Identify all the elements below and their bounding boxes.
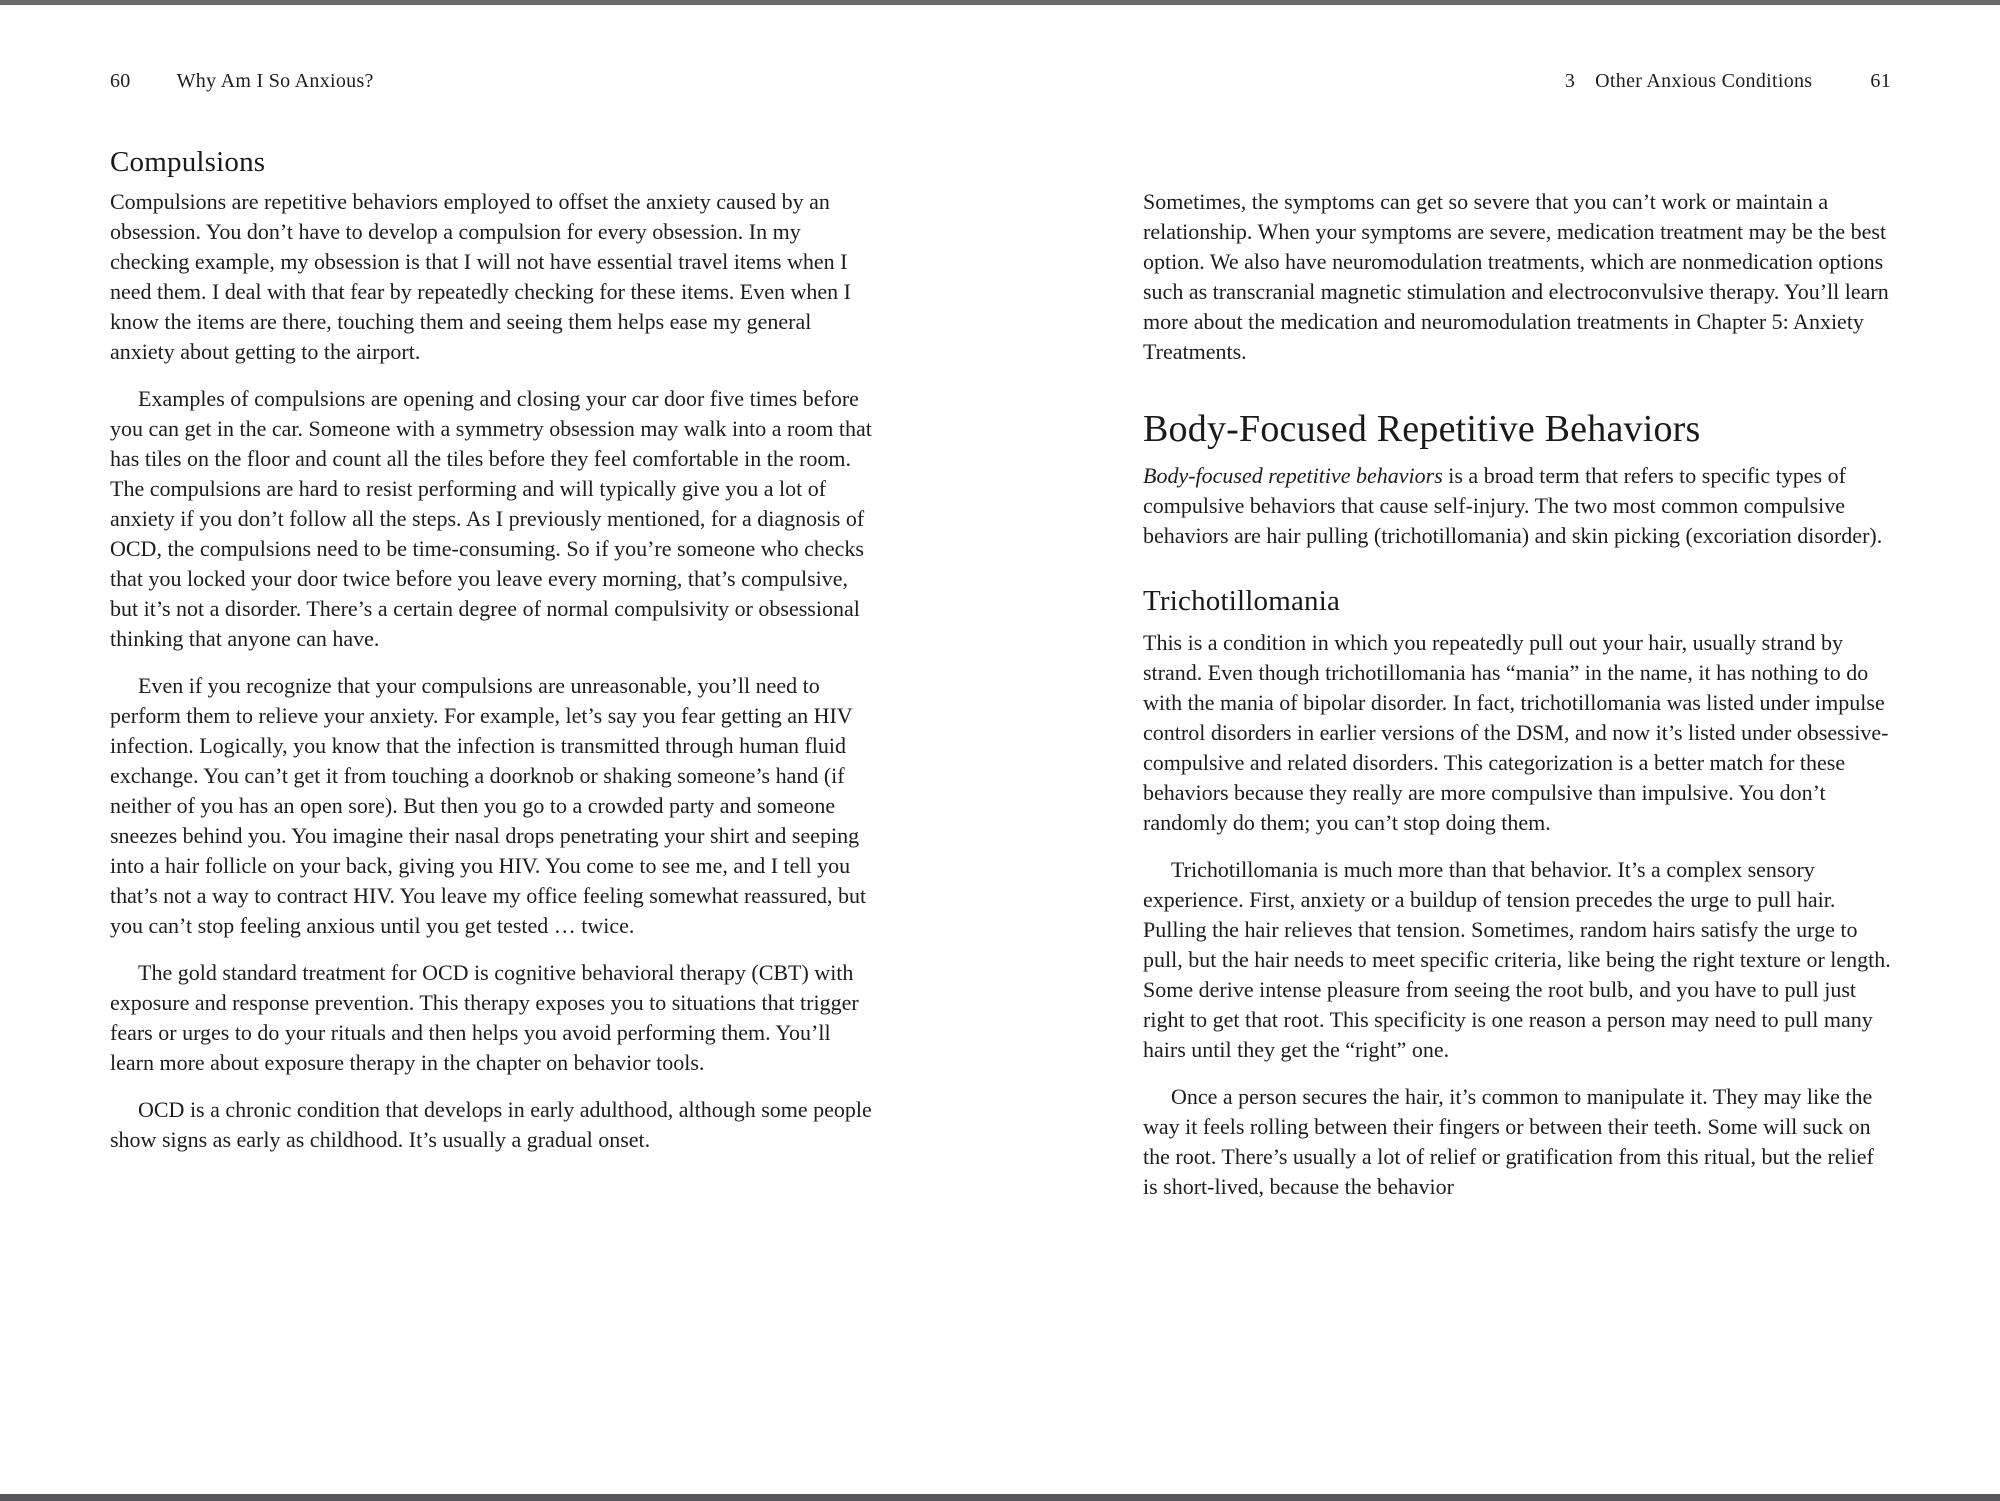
italic-term-bfrb: Body-focused repetitive behaviors	[1143, 463, 1443, 488]
paragraph-trich-3: Once a person secures the hair, it’s common to manipulate it. They may like the way it feels rolling between their fingers or between their teeth. Some will suck on the root. There’s usually a lot of relief or gratification from this ritual, but the relief is short-lived, because the behavior	[1143, 1084, 1874, 1199]
page-right	[1143, 70, 1891, 1219]
page-left	[110, 70, 880, 1172]
paragraph-trich-2: Trichotillomania is much more than that behavior. It’s a complex sensory experience. First, anxiety or a buildup of tension precedes the urge to pull hair. Pulling the hair relieves that tension. Sometimes, random hairs satisfy the urge to pull, but the hair needs to meet specific criteria, like being the right texture or length. Some derive intense pleasure from seeing the root bulb, and you have to pull just right to get that root. This specificity is one reason a person may need to pull many hairs until they get the “right” one.	[1143, 857, 1891, 1062]
paragraph-ocd-chronic: OCD is a chronic condition that develops in early adulthood, although some people show signs as early as childhood. It’s usually a gradual onset.	[110, 1097, 872, 1152]
running-title-left: Why Am I So Anxious?	[176, 70, 374, 92]
running-head-left	[110, 70, 880, 96]
paragraph-compulsions-1: Compulsions are repetitive behaviors employed to offset the anxiety caused by an obsession. You don’t have to develop a compulsion for every obsession. In my checking example, my obsession is that I will not have essential travel items when I need them. I deal with that fear by repeatedly checking for these items. Even when I know the items are there, touching them and seeing them helps ease my general anxiety about getting to the airport.	[110, 189, 851, 364]
paragraph-compulsions-3: Even if you recognize that your compulsions are unreasonable, you’ll need to perform them to relieve your anxiety. For example, let’s say you fear getting an HIV infection. Logically, you know that the infection is transmitted through human fluid exchange. You can’t get it from touching a doorknob or shaking someone’s hand (if neither of you has an open sore). But then you go to a crowded party and someone sneezes behind you. You imagine their nasal drops penetrating your shirt and seeping into a hair follicle on your back, giving you HIV. You come to see me, and I tell you that’s not a way to contract HIV. You leave my office feeling somewhat reassured, but you can’t stop feeling anxious until you get tested … twice.	[110, 673, 867, 938]
running-title-right: Other Anxious Conditions	[1595, 70, 1813, 92]
section-heading-bfrb: Body-Focused Repetitive Behaviors	[1143, 408, 1701, 450]
chapter-number: 3	[1564, 70, 1576, 92]
section-heading-compulsions: Compulsions	[110, 146, 266, 178]
paragraph-bfrb-definition	[1143, 461, 1891, 551]
paragraph-ocd-treatment: The gold standard treatment for OCD is cognitive behavioral therapy (CBT) with exposure and response prevention. This therapy exposes you to situations that trigger fears or urges to do your rituals and then helps you avoid performing them. You’ll learn more about exposure therapy in the chapter on behavior tools.	[110, 960, 859, 1075]
running-head-right	[1143, 70, 1891, 96]
paragraph-bfrb-definition-text: is a broad term that refers to specific types of compulsive behaviors that cause self-injury. The two most common compulsive behaviors are hair pulling (trichotillomania) and skin picking (excoriation disorder).	[1143, 463, 1883, 548]
paragraph-trich-1: This is a condition in which you repeatedly pull out your hair, usually strand by strand. Even though trichotillomania has “mania” in the name, it has nothing to do with the mania of bipolar disorder. In fact, trichotillomania was listed under impulse control disorders in earlier versions of the DSM, and now it’s listed under obsessive-compulsive and related disorders. This categorization is a better match for these behaviors because they really are more compulsive than impulsive. You don’t randomly do them; you can’t stop doing them.	[1143, 630, 1889, 835]
subsection-heading-trichotillomania: Trichotillomania	[1143, 585, 1341, 617]
paragraph-compulsions-2: Examples of compulsions are opening and closing your car door five times before you can get in the car. Someone with a symmetry obsession may walk into a room that has tiles on the floor and count all the tiles before they feel comfortable in the room. The compulsions are hard to resist performing and will typically give you a lot of anxiety if you don’t follow all the steps. As I previously mentioned, for a diagnosis of OCD, the compulsions need to be time-consuming. So if you’re someone who checks that you locked your door twice before you leave every morning, that’s compulsive, but it’s not a disorder. There’s a certain degree of normal compulsivity or obsessional thinking that anyone can have.	[110, 386, 872, 651]
screen-top-edge	[0, 0, 2000, 5]
paragraph-severity-treatments: Sometimes, the symptoms can get so severe that you can’t work or maintain a relationship. When your symptoms are severe, medication treatment may be the best option. We also have neuromodulation treatments, which are nonmedication options such as transcranial magnetic stimulation and electroconvulsive therapy. You’ll learn more about the medication and neuromodulation treatments in Chapter 5: Anxiety Treatments.	[1143, 189, 1889, 364]
page-number-right: 61	[1870, 70, 1891, 92]
screen-bottom-edge	[0, 1494, 2000, 1501]
page-number-left: 60	[110, 70, 131, 92]
